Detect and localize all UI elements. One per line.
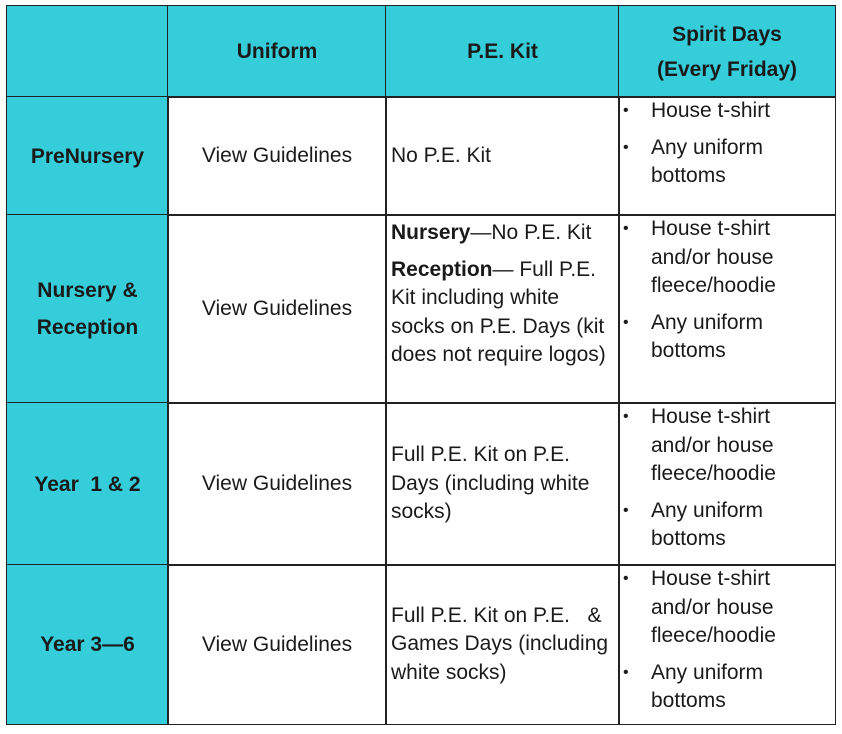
list-item: [619, 403, 835, 489]
list-item-text: House t-shirt and/or house fleece/hoodie: [651, 405, 776, 486]
list-item-text: Any uniform bottoms: [651, 310, 764, 363]
row-header-label: PreNursery: [30, 144, 145, 168]
row-header-year-1-2: [6, 402, 169, 566]
spirit-days-cell: [618, 214, 836, 404]
spirit-days-cell: [618, 564, 836, 725]
uniform-header-label: Uniform: [236, 40, 318, 63]
pe-kit-nursery-text: —No P.E. Kit: [470, 221, 592, 244]
view-guidelines-link[interactable]: View Guidelines: [201, 297, 353, 320]
spirit-days-list: [619, 403, 835, 554]
pe-kit-cell: [385, 214, 620, 404]
view-guidelines-link[interactable]: View Guidelines: [201, 632, 353, 656]
pe-kit-reception-text: — Full P.E. Kit including white socks on P.E. Days (kit does not require logos): [391, 257, 606, 367]
bullet-icon: •: [623, 408, 629, 425]
bullet-icon: •: [623, 570, 629, 587]
list-item: [619, 497, 835, 554]
spirit-days-list: [619, 215, 835, 366]
list-item-text: House t-shirt and/or house fleece/hoodie: [651, 567, 776, 648]
row-header-label-line1: Nursery &: [37, 279, 138, 302]
bullet-icon: •: [623, 663, 629, 681]
bullet-icon: •: [623, 220, 629, 237]
list-item-text: Any uniform bottoms: [651, 660, 764, 713]
dress-code-table: [6, 5, 836, 725]
pe-kit-cell: [385, 564, 620, 725]
list-item: [619, 215, 835, 301]
pe-kit-header: [385, 5, 620, 98]
uniform-cell: [167, 402, 387, 566]
bullet-icon: •: [623, 138, 629, 156]
pe-kit-cell: [385, 402, 620, 566]
corner-header-cell: [6, 5, 169, 98]
bullet-icon: •: [623, 313, 629, 331]
uniform-cell: [167, 96, 387, 216]
list-item-text: House t-shirt: [651, 99, 771, 122]
bullet-icon: •: [623, 102, 629, 119]
list-item: [619, 97, 835, 126]
bullet-icon: •: [623, 501, 629, 519]
pe-kit-header-label: P.E. Kit: [467, 40, 538, 63]
spirit-days-list: [619, 97, 835, 191]
list-item: [619, 309, 835, 366]
row-header-label: Year 3—6: [40, 633, 135, 656]
pe-kit-nursery-label: Nursery: [391, 221, 471, 244]
pe-kit-reception-label: Reception: [391, 257, 493, 281]
pe-kit-text: Full P.E. Kit on P.E. Days (including white socks): [391, 443, 590, 524]
list-item-text: House t-shirt and/or house fleece/hoodie: [651, 217, 776, 298]
view-guidelines-link[interactable]: View Guidelines: [201, 472, 353, 495]
row-header-label-line2: Reception: [36, 316, 139, 339]
list-item-text: Any uniform bottoms: [651, 135, 764, 188]
pe-kit-cell: [385, 96, 620, 216]
list-item: [619, 134, 835, 191]
row-header-year-3-6: [6, 564, 169, 725]
pe-kit-text: Full P.E. Kit on P.E. & Games Days (including white socks): [391, 603, 614, 684]
list-item: [619, 659, 835, 716]
pe-kit-nursery: [391, 219, 615, 248]
list-item-text: Any uniform bottoms: [651, 498, 764, 551]
spirit-days-cell: [618, 96, 836, 216]
pe-kit-text: No P.E. Kit: [391, 143, 491, 167]
row-header-nursery-reception: [6, 214, 169, 404]
row-header-prenursery: [6, 96, 169, 216]
spirit-days-header-line1: Spirit Days: [672, 22, 782, 46]
spirit-days-header-line2: (Every Friday): [656, 57, 798, 81]
spirit-days-header: [618, 5, 836, 98]
uniform-cell: [167, 564, 387, 725]
uniform-cell: [167, 214, 387, 404]
spirit-days-list: [619, 565, 835, 716]
spirit-days-cell: [618, 402, 836, 566]
uniform-header: [167, 5, 387, 98]
view-guidelines-link[interactable]: View Guidelines: [201, 144, 353, 167]
pe-kit-reception: [391, 256, 615, 370]
list-item: [619, 565, 835, 651]
row-header-label: Year 1 & 2: [34, 472, 141, 496]
